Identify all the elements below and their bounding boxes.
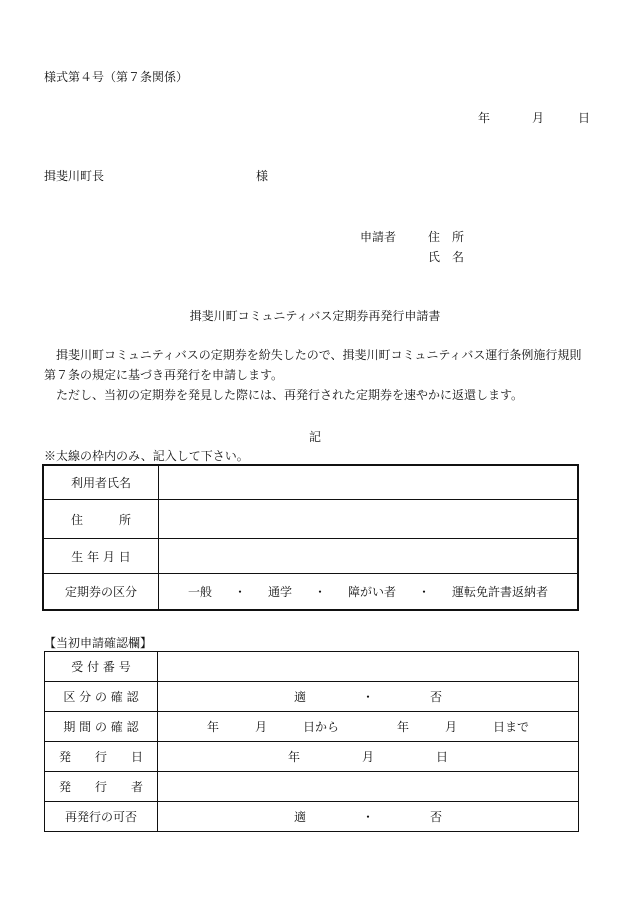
separator: ・ xyxy=(418,585,431,599)
body-paragraph-2: ただし、当初の定期券を発見した際には、再発行された定期券を速やかに返還します。 xyxy=(56,388,524,402)
issue-date-label: 発 行 日 xyxy=(45,742,158,772)
form-number: 様式第４号（第７条関係） xyxy=(44,70,189,84)
applicant-address-label: 住 所 xyxy=(428,230,465,244)
issue-month: 月 xyxy=(361,750,374,764)
dot-separator: ・ xyxy=(361,810,374,824)
ki-heading: 記 xyxy=(308,430,321,444)
user-name-field[interactable] xyxy=(159,465,579,500)
applicant-label: 申請者 xyxy=(360,230,397,244)
category-general[interactable]: 一般 xyxy=(187,585,212,599)
honorific: 様 xyxy=(256,169,269,183)
category-disabled[interactable]: 障がい者 xyxy=(348,585,397,599)
period-check-field xyxy=(158,712,579,742)
date-month: 月 xyxy=(532,111,545,125)
dot-separator: ・ xyxy=(361,690,374,704)
confirmation-table xyxy=(44,651,579,832)
from-year: 年 xyxy=(206,720,219,734)
category-check-label: 区 分 の 確 認 xyxy=(45,682,158,712)
receipt-number-label: 受 付 番 号 xyxy=(45,652,158,682)
issue-year: 年 xyxy=(287,750,300,764)
body-paragraph-1: 揖斐川町コミュニティバスの定期券を紛失したので、揖斐川町コミュニティバス運行条例施行規則第７条の規定に基づき再発行を申請します。 xyxy=(44,348,582,382)
reissue-ok-option[interactable]: 適 xyxy=(293,810,306,824)
until-month: 月 xyxy=(445,720,458,734)
issuer-field[interactable] xyxy=(158,772,579,802)
reissue-field xyxy=(158,802,579,832)
until-day: 日まで xyxy=(493,720,530,734)
applicant-name-label: 氏 名 xyxy=(428,250,465,264)
category-check-field xyxy=(158,682,579,712)
confirmation-heading: 【当初申請確認欄】 xyxy=(44,636,153,650)
user-name-label: 利用者氏名 xyxy=(43,465,159,500)
from-month: 月 xyxy=(254,720,267,734)
date-day: 日 xyxy=(578,111,591,125)
category-options xyxy=(159,574,579,611)
body-text xyxy=(44,345,589,405)
date-line xyxy=(478,109,590,126)
birth-date-field[interactable] xyxy=(159,539,579,574)
separator: ・ xyxy=(233,585,246,599)
mayor-title: 揖斐川町長 xyxy=(44,169,105,183)
applicant-table xyxy=(42,464,579,611)
instruction-note: ※太線の枠内のみ、記入して下さい。 xyxy=(44,449,249,463)
category-label: 定期券の区分 xyxy=(43,574,159,611)
issue-day: 日 xyxy=(436,750,449,764)
reissue-label: 再発行の可否 xyxy=(45,802,158,832)
separator: ・ xyxy=(313,585,326,599)
until-year: 年 xyxy=(397,720,410,734)
from-day: 日から xyxy=(302,720,339,734)
address-field[interactable] xyxy=(159,500,579,539)
birth-date-label: 生 年 月 日 xyxy=(43,539,159,574)
category-license-returned[interactable]: 運転免許書返納者 xyxy=(452,585,549,599)
address-label: 住 所 xyxy=(43,500,159,539)
ng-option[interactable]: 否 xyxy=(430,690,443,704)
category-student[interactable]: 通学 xyxy=(267,585,292,599)
addressee xyxy=(44,167,269,184)
issue-date-field xyxy=(158,742,579,772)
ok-option[interactable]: 適 xyxy=(293,690,306,704)
date-year: 年 xyxy=(478,111,491,125)
receipt-number-field[interactable] xyxy=(158,652,579,682)
document-title: 揖斐川町コミュニティバス定期券再発行申請書 xyxy=(189,309,441,323)
issuer-label: 発 行 者 xyxy=(45,772,158,802)
period-check-label: 期 間 の 確 認 xyxy=(45,712,158,742)
reissue-ng-option[interactable]: 否 xyxy=(430,810,443,824)
